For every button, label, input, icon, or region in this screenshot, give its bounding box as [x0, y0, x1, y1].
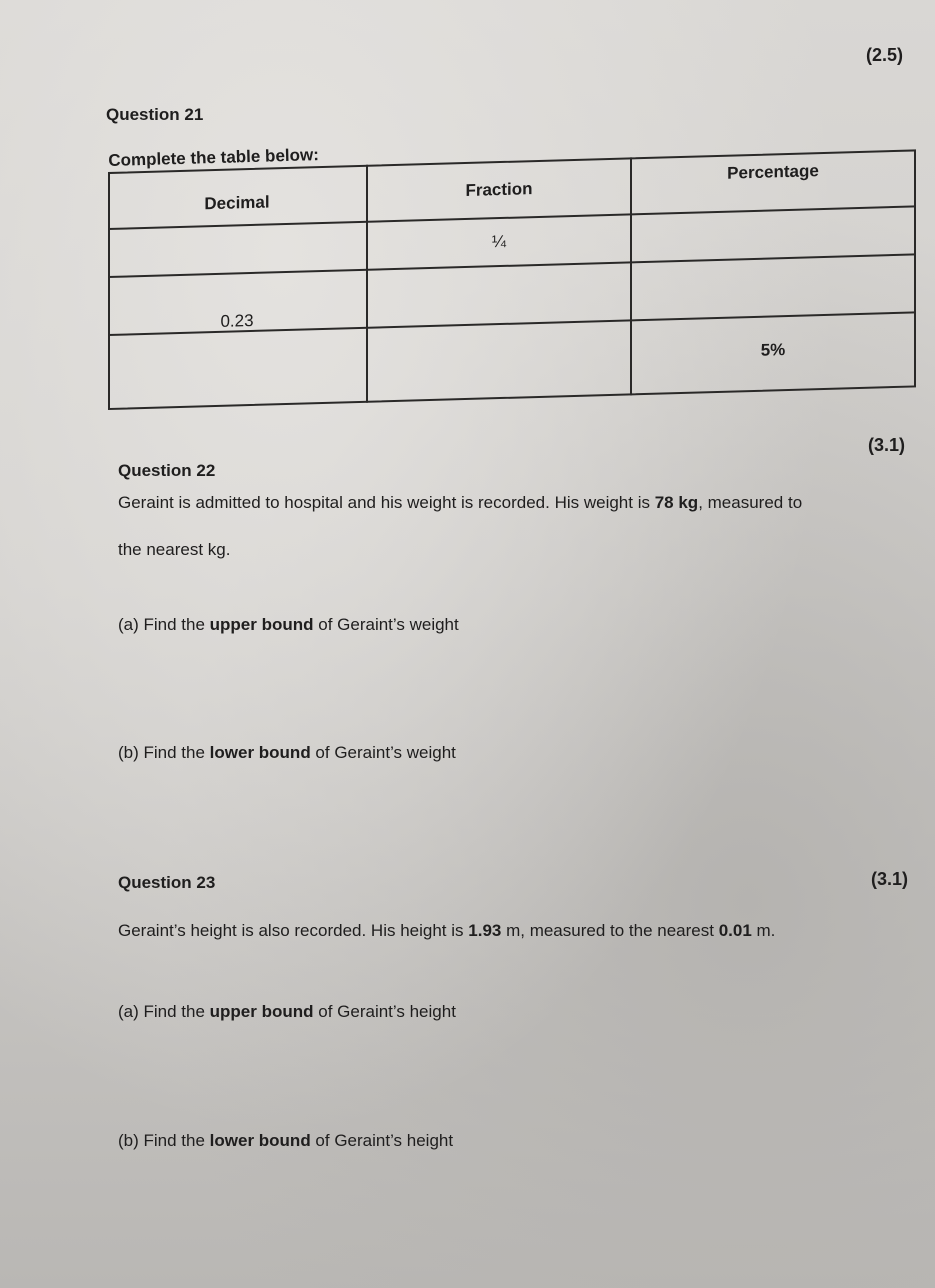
q22-text-line2: the nearest kg.: [118, 540, 231, 559]
q22-a-bold: upper bound: [209, 615, 314, 634]
q22-b-post: of Geraint’s weight: [310, 743, 456, 762]
q23-a-bold: upper bound: [209, 1002, 314, 1021]
q23-precision: 0.01: [718, 921, 752, 940]
q22-text-post: , measured to: [698, 493, 803, 512]
q22-b-bold: lower bound: [209, 743, 311, 762]
q22-weight: 78 kg: [654, 493, 699, 512]
table-cell: 0.23: [220, 310, 254, 331]
q22-part-a: [118, 614, 459, 636]
q22-a-pre: (a) Find the: [118, 615, 210, 634]
q22-text-line1: [118, 492, 802, 514]
q23-b-pre: (b) Find the: [118, 1131, 210, 1150]
q23-heading: Question 23: [118, 873, 216, 892]
q23-text: [118, 920, 775, 942]
top-marks: (2.5): [866, 45, 904, 65]
q23-text-mid: m, measured to the nearest: [501, 921, 719, 940]
q22-text-pre: Geraint is admitted to hospital and his weight is recorded. His weight is: [118, 493, 655, 512]
q21-mark: (3.1): [868, 435, 906, 455]
q23-b-post: of Geraint’s height: [310, 1131, 454, 1150]
q22-part-b: [118, 742, 456, 764]
q23-text-pre: Geraint’s height is also recorded. His height is: [118, 921, 469, 940]
q23-part-b: [118, 1130, 453, 1152]
q23-mark: (3.1): [871, 869, 909, 889]
conversion-table: [108, 149, 916, 410]
q23-height: 1.93: [468, 921, 502, 940]
q23-text-post: m.: [751, 921, 776, 940]
q22-a-post: of Geraint’s weight: [313, 615, 459, 634]
header-fraction: Fraction: [465, 179, 533, 201]
header-decimal: Decimal: [204, 192, 270, 214]
q23-a-pre: (a) Find the: [118, 1002, 210, 1021]
q23-b-bold: lower bound: [209, 1131, 311, 1150]
q21-heading: Question 21: [106, 105, 204, 124]
q21-instruction: Complete the table below:: [108, 145, 320, 170]
q23-a-post: of Geraint’s height: [313, 1002, 456, 1021]
table-cell: 5%: [760, 340, 786, 360]
table-cell: ¼: [491, 231, 507, 252]
q23-part-a: [118, 1001, 456, 1023]
header-percentage: Percentage: [727, 161, 819, 183]
q22-b-pre: (b) Find the: [118, 743, 210, 762]
q22-heading: Question 22: [118, 461, 216, 480]
